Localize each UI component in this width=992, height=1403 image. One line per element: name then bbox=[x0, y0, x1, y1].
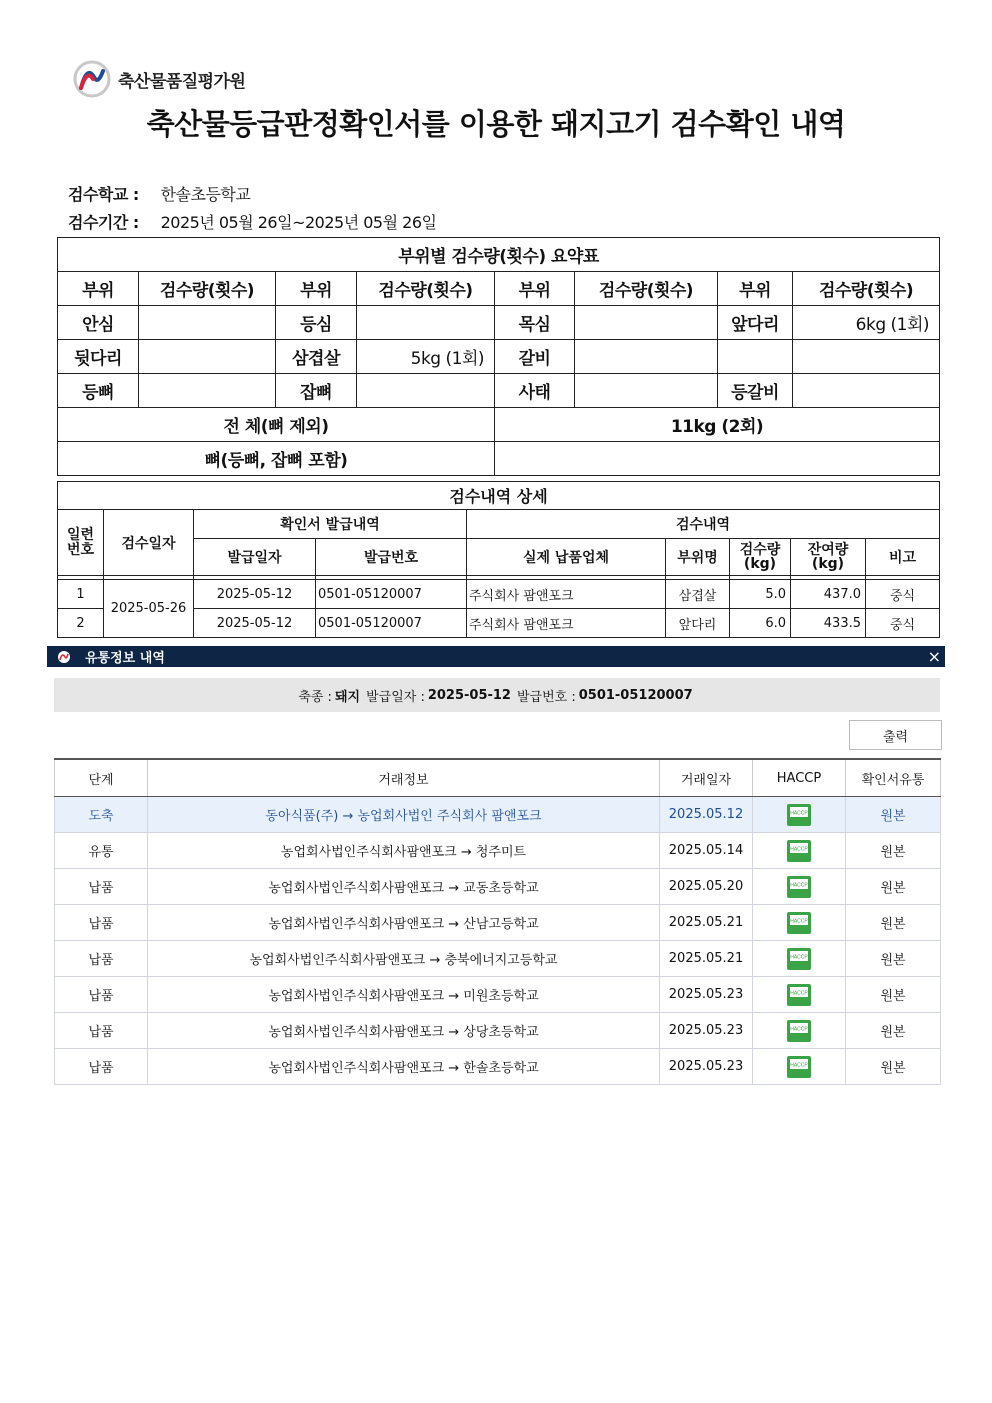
issue-date: 2025-05-12 bbox=[194, 580, 316, 609]
haccp-badge-icon[interactable] bbox=[786, 839, 812, 863]
supplier: 주식회사 팜앤포크 bbox=[467, 609, 666, 638]
header-remaining bbox=[791, 539, 866, 576]
header-remaining-unit: (kg) bbox=[811, 556, 845, 572]
detail-title: 검수내역 상세 bbox=[58, 482, 940, 510]
part-qty bbox=[793, 340, 940, 374]
period-info bbox=[68, 210, 436, 233]
trade-info-cell: 농업회사법인주식회사팜앤포크 → 교동초등학교 bbox=[148, 869, 660, 905]
distribution-title: 유통정보 내역 bbox=[85, 651, 165, 666]
haccp-cell bbox=[753, 797, 846, 833]
header-serial-line1: 일련 bbox=[66, 526, 95, 543]
stage-cell: 유통 bbox=[55, 833, 148, 869]
table-row[interactable] bbox=[55, 797, 941, 833]
total-row bbox=[58, 408, 940, 442]
haccp-badge-icon[interactable] bbox=[786, 1019, 812, 1043]
school-label: 검수학교 : bbox=[68, 185, 139, 204]
trade-date-cell: 2025.05.21 bbox=[660, 905, 753, 941]
trade-date-cell: 2025.05.23 bbox=[660, 977, 753, 1013]
trade-info-cell: 농업회사법인주식회사팜앤포크 → 상당초등학교 bbox=[148, 1013, 660, 1049]
header-qty-unit: (kg) bbox=[743, 556, 777, 572]
serial-no: 2 bbox=[58, 609, 104, 638]
summary-table bbox=[57, 237, 940, 476]
part-name: 사태 bbox=[495, 374, 575, 408]
trade-info-cell: 농업회사법인주식회사팜앤포크 → 충북에너지고등학교 bbox=[148, 941, 660, 977]
haccp-badge-icon[interactable] bbox=[786, 1055, 812, 1079]
org-name: 축산물품질평가원 bbox=[118, 71, 246, 92]
part-name bbox=[718, 340, 793, 374]
haccp-badge-text: HACCP bbox=[790, 846, 808, 852]
header-haccp: HACCP bbox=[753, 759, 846, 797]
part-name: 앞다리 bbox=[718, 306, 793, 340]
distribution-header-row bbox=[55, 759, 941, 797]
part-qty bbox=[575, 340, 718, 374]
table-row[interactable] bbox=[55, 1049, 941, 1085]
header-part: 부위 bbox=[276, 272, 357, 306]
part-qty bbox=[357, 306, 495, 340]
header-qty bbox=[730, 539, 791, 576]
distribution-title-bar bbox=[47, 646, 945, 667]
period-label: 검수기간 : bbox=[68, 213, 139, 232]
haccp-cell bbox=[753, 1049, 846, 1085]
part-name: 갈비 bbox=[495, 340, 575, 374]
trade-date-cell: 2025.05.23 bbox=[660, 1049, 753, 1085]
bone-value bbox=[495, 442, 940, 476]
school-info bbox=[68, 182, 250, 205]
part-qty: 6kg (1회) bbox=[793, 306, 940, 340]
stage-cell: 도축 bbox=[55, 797, 148, 833]
bone-row bbox=[58, 442, 940, 476]
issue-date: 2025-05-12 bbox=[194, 609, 316, 638]
header-qty: 검수량(횟수) bbox=[139, 272, 276, 306]
issue-date-value: 2025-05-12 bbox=[427, 687, 511, 703]
haccp-badge-text: HACCP bbox=[790, 882, 808, 888]
school-value: 한솔초등학교 bbox=[160, 185, 251, 204]
part-qty bbox=[139, 306, 276, 340]
table-row[interactable] bbox=[55, 941, 941, 977]
header-part: 부위 bbox=[495, 272, 575, 306]
haccp-badge-text: HACCP bbox=[790, 810, 808, 816]
period-value: 2025년 05월 26일~2025년 05월 26일 bbox=[160, 213, 437, 232]
cert-status-cell: 원본 bbox=[846, 869, 941, 905]
part-name: 앞다리 bbox=[666, 609, 730, 638]
haccp-badge-icon[interactable] bbox=[786, 983, 812, 1007]
stage-cell: 납품 bbox=[55, 905, 148, 941]
haccp-badge-text: HACCP bbox=[790, 954, 808, 960]
part-name: 등뼈 bbox=[58, 374, 139, 408]
inspect-date: 2025-05-26 bbox=[104, 580, 194, 638]
haccp-cell bbox=[753, 977, 846, 1013]
part-qty bbox=[139, 374, 276, 408]
page-title: 축산물등급판정확인서를 이용한 돼지고기 검수확인 내역 bbox=[146, 107, 846, 141]
haccp-cell bbox=[753, 869, 846, 905]
issue-no: 0501-05120007 bbox=[316, 580, 467, 609]
logo-icon bbox=[72, 59, 112, 99]
header-qty-line1: 검수량 bbox=[739, 542, 781, 558]
header-serial-line2: 번호 bbox=[66, 541, 95, 558]
haccp-badge-icon[interactable] bbox=[786, 875, 812, 899]
distribution-table bbox=[54, 758, 941, 1085]
stage-cell: 납품 bbox=[55, 1049, 148, 1085]
haccp-badge-text: HACCP bbox=[790, 1026, 808, 1032]
note: 중식 bbox=[866, 580, 940, 609]
table-row[interactable] bbox=[55, 869, 941, 905]
part-name: 등심 bbox=[276, 306, 357, 340]
org-logo bbox=[72, 60, 272, 98]
haccp-badge-icon[interactable] bbox=[786, 803, 812, 827]
summary-row bbox=[58, 374, 940, 408]
issue-no-label: 발급번호 : bbox=[516, 689, 576, 705]
stage-cell: 납품 bbox=[55, 977, 148, 1013]
part-qty bbox=[139, 340, 276, 374]
trade-date-cell: 2025.05.20 bbox=[660, 869, 753, 905]
part-qty bbox=[575, 374, 718, 408]
inspect-qty: 5.0 bbox=[730, 580, 791, 609]
summary-row bbox=[58, 306, 940, 340]
trade-info-cell: 농업회사법인주식회사팜앤포크 → 한솔초등학교 bbox=[148, 1049, 660, 1085]
part-qty bbox=[575, 306, 718, 340]
inspect-qty: 6.0 bbox=[730, 609, 791, 638]
part-name: 삼겹살 bbox=[276, 340, 357, 374]
print-button[interactable]: 출력 bbox=[849, 720, 942, 750]
trade-date-cell: 2025.05.21 bbox=[660, 941, 753, 977]
table-row[interactable] bbox=[55, 905, 941, 941]
header-qty: 검수량(횟수) bbox=[575, 272, 718, 306]
table-row[interactable] bbox=[55, 833, 941, 869]
header-note: 비고 bbox=[866, 539, 940, 576]
haccp-cell bbox=[753, 833, 846, 869]
cert-status-cell: 원본 bbox=[846, 977, 941, 1013]
table-row bbox=[58, 580, 940, 609]
header-stage: 단계 bbox=[55, 759, 148, 797]
part-name: 안심 bbox=[58, 306, 139, 340]
stage-cell: 납품 bbox=[55, 1013, 148, 1049]
header-serial bbox=[58, 510, 104, 576]
haccp-cell bbox=[753, 1013, 846, 1049]
issue-no: 0501-05120007 bbox=[316, 609, 467, 638]
part-name: 뒷다리 bbox=[58, 340, 139, 374]
header-issue-no: 발급번호 bbox=[316, 539, 467, 576]
cert-status-cell: 원본 bbox=[846, 941, 941, 977]
header-part: 부위 bbox=[718, 272, 793, 306]
header-qty: 검수량(횟수) bbox=[357, 272, 495, 306]
table-row[interactable] bbox=[55, 1013, 941, 1049]
remaining-qty: 437.0 bbox=[791, 580, 866, 609]
header-inspect-date: 검수일자 bbox=[104, 510, 194, 576]
table-row[interactable] bbox=[55, 977, 941, 1013]
haccp-badge-text: HACCP bbox=[790, 918, 808, 924]
header-part: 부위명 bbox=[666, 539, 730, 576]
cert-status-cell: 원본 bbox=[846, 1013, 941, 1049]
part-name: 삼겹살 bbox=[666, 580, 730, 609]
cert-status-cell: 원본 bbox=[846, 1049, 941, 1085]
remaining-qty: 433.5 bbox=[791, 609, 866, 638]
part-qty bbox=[793, 374, 940, 408]
summary-row bbox=[58, 340, 940, 374]
haccp-badge-text: HACCP bbox=[790, 1062, 808, 1068]
total-value: 11kg (2회) bbox=[495, 408, 940, 442]
cert-status-cell: 원본 bbox=[846, 797, 941, 833]
cert-status-cell: 원본 bbox=[846, 905, 941, 941]
summary-title: 부위별 검수량(횟수) 요약표 bbox=[58, 238, 940, 272]
kind-value: 돼지 bbox=[334, 689, 361, 705]
issue-no-value: 0501-05120007 bbox=[578, 687, 693, 703]
cert-info-band bbox=[54, 678, 940, 712]
stage-cell: 납품 bbox=[55, 869, 148, 905]
haccp-badge-text: HACCP bbox=[790, 990, 808, 996]
supplier: 주식회사 팜앤포크 bbox=[467, 580, 666, 609]
total-label: 전 체(뼈 제외) bbox=[58, 408, 495, 442]
part-qty bbox=[357, 374, 495, 408]
cert-status-cell: 원본 bbox=[846, 833, 941, 869]
note: 중식 bbox=[866, 609, 940, 638]
logo-icon bbox=[57, 650, 71, 664]
haccp-badge-icon[interactable] bbox=[786, 947, 812, 971]
header-trade-date: 거래일자 bbox=[660, 759, 753, 797]
header-remaining-line1: 잔여량 bbox=[807, 542, 849, 558]
issue-date-label: 발급일자 : bbox=[366, 689, 425, 705]
trade-date-cell: 2025.05.12 bbox=[660, 797, 753, 833]
part-name: 목심 bbox=[495, 306, 575, 340]
bone-label: 뼈(등뼈, 잡뼈 포함) bbox=[58, 442, 495, 476]
header-part: 부위 bbox=[58, 272, 139, 306]
haccp-badge-icon[interactable] bbox=[786, 911, 812, 935]
haccp-cell bbox=[753, 905, 846, 941]
part-name: 등갈비 bbox=[718, 374, 793, 408]
header-supplier: 실제 납품업체 bbox=[467, 539, 666, 576]
trade-info-cell: 농업회사법인주식회사팜앤포크 → 청주미트 bbox=[148, 833, 660, 869]
header-trade-info: 거래정보 bbox=[148, 759, 660, 797]
trade-date-cell: 2025.05.23 bbox=[660, 1013, 753, 1049]
kind-label: 축종 : bbox=[298, 689, 332, 705]
header-qty: 검수량(횟수) bbox=[793, 272, 940, 306]
trade-date-cell: 2025.05.14 bbox=[660, 833, 753, 869]
detail-table bbox=[57, 481, 940, 638]
part-name: 잡뼈 bbox=[276, 374, 357, 408]
summary-header-row bbox=[58, 272, 940, 306]
header-cert-status: 확인서유통 bbox=[846, 759, 941, 797]
header-inspect-group: 검수내역 bbox=[467, 510, 940, 539]
stage-cell: 납품 bbox=[55, 941, 148, 977]
header-cert-group: 확인서 발급내역 bbox=[194, 510, 467, 539]
part-qty: 5kg (1회) bbox=[357, 340, 495, 374]
trade-info-cell: 농업회사법인주식회사팜앤포크 → 미원초등학교 bbox=[148, 977, 660, 1013]
serial-no: 1 bbox=[58, 580, 104, 609]
trade-info-cell: 농업회사법인주식회사팜앤포크 → 산남고등학교 bbox=[148, 905, 660, 941]
haccp-cell bbox=[753, 941, 846, 977]
close-icon[interactable]: × bbox=[927, 647, 941, 666]
trade-info-cell: 동아식품(주) → 농업회사법인 주식회사 팜앤포크 bbox=[148, 797, 660, 833]
header-issue-date: 발급일자 bbox=[194, 539, 316, 576]
